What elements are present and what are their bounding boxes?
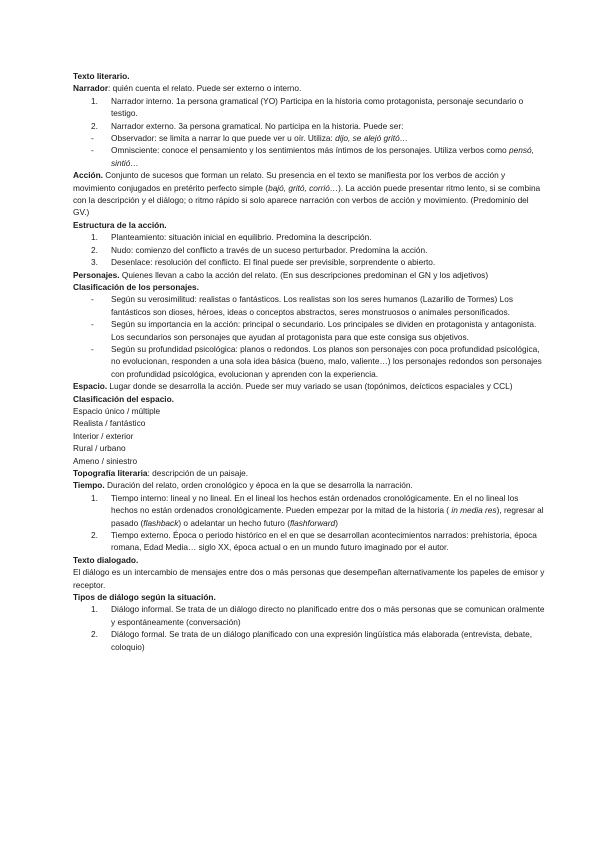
paragraph-tiempo: Tiempo. Duración del relato, orden cronológico y época en la que se desarrolla la narración. — [73, 480, 413, 491]
heading-estructura: Estructura de la acción. — [73, 219, 167, 230]
list-narrador-types — [73, 95, 546, 132]
list-item: 2. Narrador externo. 3a persona gramatical. No participa en la historia. Puede ser: — [91, 120, 404, 131]
list-item: - Según su profundidad psicológica: planos o redondos. Los planos son personajes con poca profundidad psicológica, no evolucionan, responden a una sola idea básica (bueno, malo, valiente…) los personajes redondos son personajes con profundidad psicológica, evolucionan y aprenden con la experiencia. — [91, 343, 542, 379]
term-narrador: Narrador — [73, 83, 109, 94]
list-item: 2. Nudo: comienzo del conflicto a través de un suceso perturbador. Predomina la acción. — [91, 244, 428, 255]
list-item: - Según su verosimilitud: realistas o fantásticos. Los realistas son los seres humanos (Lazarillo de Tormes) Los fantásticos son dioses, héroes, ideas o conceptos abstractos, seres monstruosos o animales personificados. — [91, 294, 513, 317]
list-personajes — [73, 293, 546, 380]
heading-texto-literario: Texto literario. — [73, 71, 130, 81]
document-body — [73, 70, 546, 653]
list-item: - Según su importancia en la acción: principal o secundario. Los principales se dividen en protagonista y antagonista. Los secundarios son personajes que ayudan al protagonista para que este consiga sus objetivos. — [91, 319, 537, 342]
espacio-type: Interior / exterior — [73, 430, 134, 441]
list-item: 1. Narrador interno. 1a persona gramatical (YO) Participa en la historia como protagonista, personaje secundario o testigo. — [91, 95, 524, 119]
list-estructura — [73, 231, 546, 268]
list-item: 2. Tiempo externo. Época o periodo histórico en el en que se desarrollan acontecimientos narrados: prehistoria, época romana, Edad Media… siglo XX, época actual o en un mundo futuro imaginado por el autor. — [91, 530, 537, 553]
paragraph-accion: Acción. Conjunto de sucesos que forman un relato. Su presencia en el texto se manifiesta por los verbos de acción y movimiento conjugados en pretérito perfecto simple (bajó, gritó, corrió…). La acción puede presentar ritmo lento, si se combina con la descripción y el diálogo; o ritmo rápido si solo aparece narración con verbos de acción y movimiento. (Predominio del GV.) — [73, 170, 541, 218]
heading-clasificacion-personajes: Clasificación de los personajes. — [73, 281, 199, 292]
espacio-type: Espacio único / múltiple — [73, 405, 161, 416]
espacio-type: Rural / urbano — [73, 443, 126, 454]
list-item: 2. Diálogo formal. Se trata de un diálogo planificado con una expresión lingüística más elaborada (entrevista, debate, coloquio) — [91, 629, 533, 652]
paragraph-topografia: Topografía literaria: descripción de un paisaje. — [73, 468, 249, 478]
paragraph-espacio: Espacio. Lugar donde se desarrolla la acción. Puede ser muy variado se usan (topónimos, deícticos espaciales y CCL) — [73, 381, 513, 392]
list-item: - Observador: se limita a narrar lo que puede ver u oír. Utiliza: dijo, se alejó gritó… — [91, 133, 408, 144]
list-item: 1. Diálogo informal. Se trata de un diálogo directo no planificado entre dos o más personas que se comunican oralmente y espontáneamente (conversación) — [91, 604, 545, 627]
heading-clasificacion-espacio: Clasificación del espacio. — [73, 393, 174, 404]
list-item: 1. Planteamiento: situación inicial en equilibrio. Predomina la descripción. — [91, 232, 372, 243]
espacio-type: Realista / fantástico — [73, 418, 146, 429]
list-item: 3. Desenlace: resolución del conflicto. El final puede ser previsible, sorprendente o abierto. — [91, 257, 436, 268]
paragraph-personajes: Personajes. Quienes llevan a cabo la acción del relato. (En sus descripciones predominan el GN y los adjetivos) — [73, 269, 489, 280]
espacio-type: Ameno / siniestro — [73, 455, 138, 466]
paragraph-narrador: Narrador: quién cuenta el relato. Puede ser externo o interno. — [73, 83, 302, 94]
heading-tipos-dialogo: Tipos de diálogo según la situación. — [73, 592, 216, 603]
list-item: - Omnisciente: conoce el pensamiento y los sentimientos más íntimos de los personajes. Utiliza verbos como pensó, sintió… — [91, 145, 534, 168]
list-tiempo — [73, 492, 546, 554]
list-item: 1. Tiempo interno: lineal y no lineal. En el lineal los hechos están ordenados cronológicamente. En el no lineal los hechos no están ordenados cronológicamente. Pueden empezar por la mitad de la historia ( in media res), regresar al pasado (flashback) o adelantar un hecho futuro (flashforward) — [91, 492, 544, 528]
paragraph-dialogo: El diálogo es un intercambio de mensajes entre dos o más personas que desempeñan alternativamente los papeles de emisor y receptor. — [73, 567, 545, 590]
list-tipos-dialogo — [73, 603, 546, 653]
heading-texto-dialogado: Texto dialogado. — [73, 554, 139, 565]
list-narrador-externo — [73, 132, 546, 169]
